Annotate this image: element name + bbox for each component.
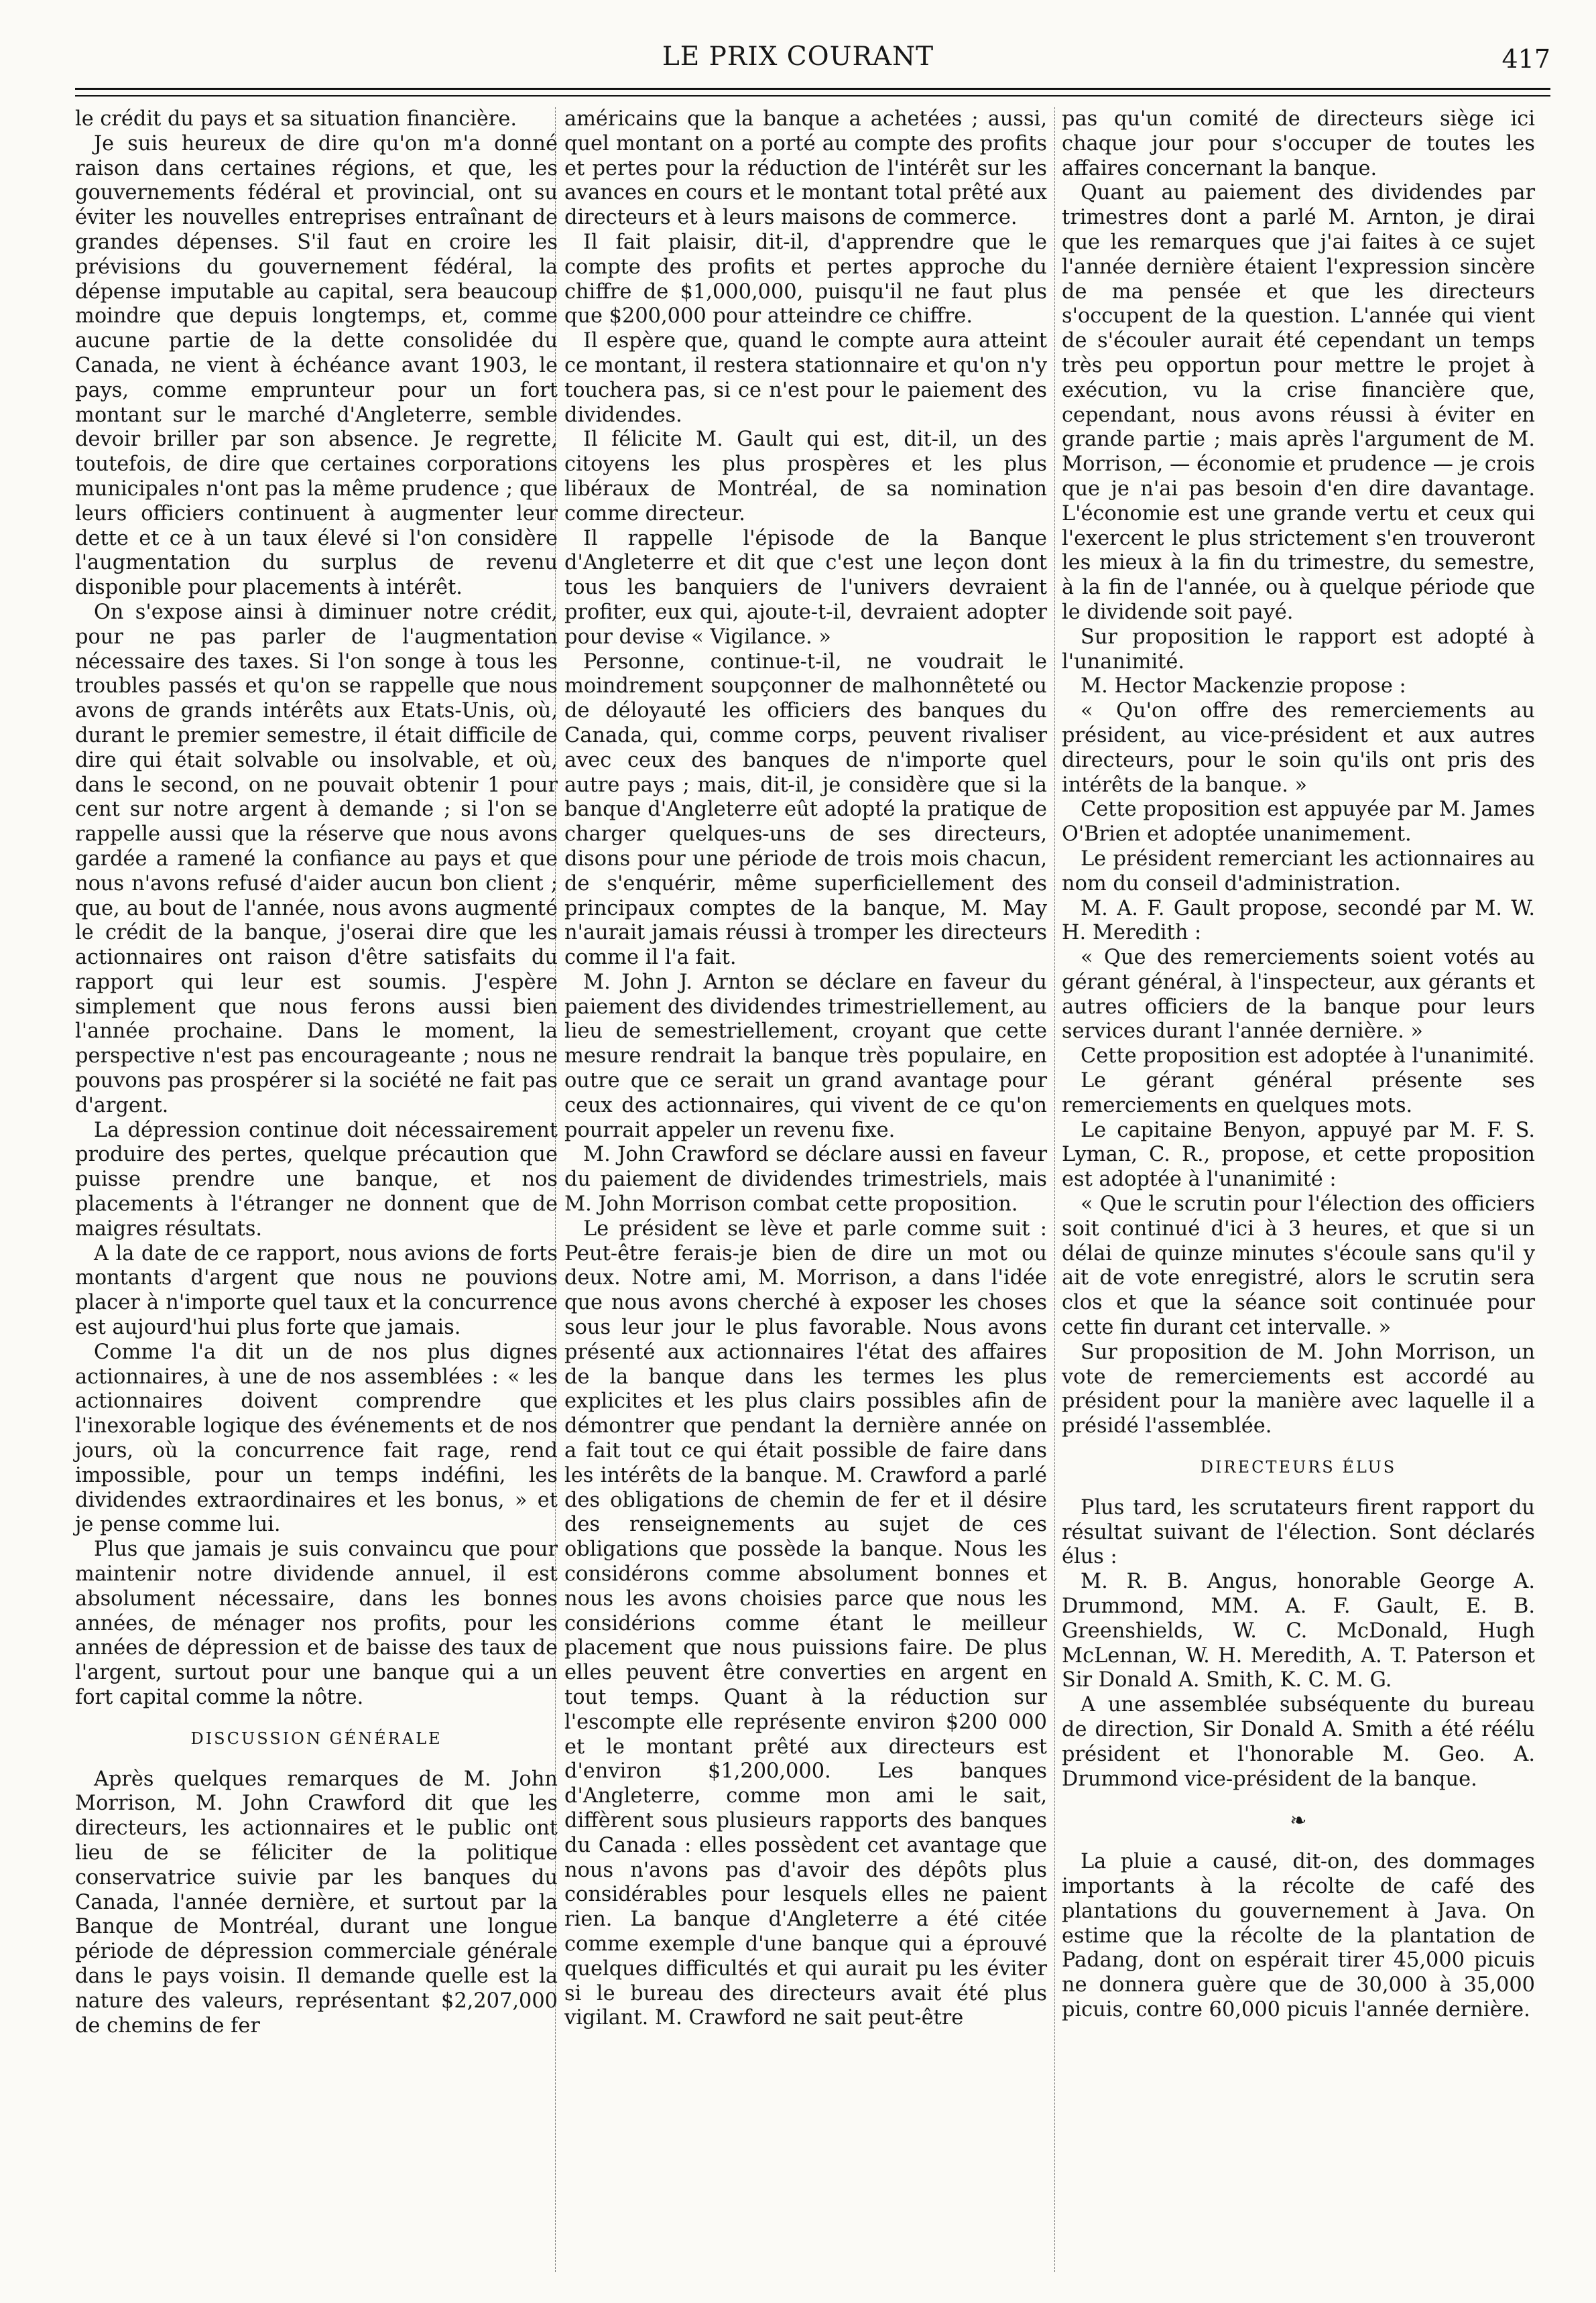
- paragraph: Cette proposition est adoptée à l'unanimité.: [1081, 1044, 1535, 1068]
- paragraph: Comme l'a dit un de nos plus dignes actionnaires, à une de nos assemblées : « les actionnaires doivent comprendre que l'inexorable logique des événements et de nos jours, où la concurrence fait rage, rend impossible, pour un temps indéfini, les dividendes extraordinaires et les bonus, » et je pense comme lui.: [75, 1340, 558, 1537]
- paragraph: A la date de ce rapport, nous avions de forts montants d'argent que nous ne pouvions placer à n'importe quel taux et la concurrence est aujourd'hui plus forte que jamais.: [75, 1241, 558, 1340]
- header-rule: [75, 88, 1550, 90]
- column-left: [75, 107, 558, 2038]
- section-heading: DIRECTEURS ÉLUS: [1200, 1458, 1397, 1477]
- paragraph: Je suis heureux de dire qu'on m'a donné raison dans certaines régions, et que, les gouvernements fédéral et provincial, ont su éviter les nouvelles entreprises entraînant de grandes dépenses. S'il faut en croire les prévisions du gouvernement fédéral, la dépense imputable au capital, sera beaucoup moindre que depuis longtemps, et, comme aucune partie de la dette consolidée du Canada, ne vient à échéance avant 1903, le pays, comme emprunteur pour un fort montant sur le marché d'Angleterre, semble devoir briller par son absence. Je regrette, toutefois, de dire que certaines corporations municipales n'ont pas la même prudence ; que leurs officiers continuent à augmenter leur dette et ce à un taux élevé si l'on considère l'augmentation du surplus de revenu disponible pour placements à intérêt.: [75, 131, 558, 600]
- paragraph: Sur proposition le rapport est adopté à l'unanimité.: [1062, 625, 1535, 674]
- paragraph: Plus que jamais je suis convaincu que pour maintenir notre dividende annuel, il est absolument nécessaire, dans les bonnes années, de ménager nos profits, pour les années de dépression et de baisse des taux de l'argent, surtout pour une banque qui a un fort capital comme la nôtre.: [75, 1538, 558, 1709]
- paragraph: Il rappelle l'épisode de la Banque d'Angleterre et dit que c'est une leçon dont tous les banquiers de l'univers devraient profiter, eux qui, ajoute-t-il, devraient adopter pour devise « Vigilance. »: [564, 526, 1047, 649]
- paragraph: Il félicite M. Gault qui est, dit-il, un des citoyens les plus prospères et les plus libéraux de Montréal, de sa nomination comme directeur.: [564, 428, 1047, 525]
- paragraph: Le gérant général présente ses remerciements en quelques mots.: [1062, 1069, 1535, 1117]
- column-middle: [564, 107, 1047, 2031]
- paragraph: M. John Crawford se déclare aussi en faveur du paiement de dividendes trimestriels, mais M. John Morrison combat cette proposition.: [564, 1143, 1047, 1217]
- ornament-icon: ❧: [1290, 1809, 1307, 1833]
- journal-title: LE PRIX COURANT: [662, 42, 934, 72]
- paragraph: Le président se lève et parle comme suit : Peut-être ferais-je bien de dire un mot ou deux. Notre ami, M. Morrison, a dans l'idée que nous avons cherché à exposer les choses sous leur jour le plus favorable. Nous avons présenté aux actionnaires l'état des affaires de la banque dans les termes les plus explicites et les plus clairs possibles afin de démontrer que pendant la dernière année on a fait tout ce qui était possible de faire dans les intérêts de la banque. M. Crawford a parlé des obligations de chemin de fer et il désire des renseignements au sujet de ces obligations que possède la banque. Nous les considérons comme absolument bonnes et nous les avons choisies parce que nous les considérions comme étant le meilleur placement que nous puissions faire. De plus elles peuvent être converties en argent en tout temps. Quant à la réduction sur l'escompte elle représente environ $200 000 et le montant prêté aux directeurs est d'environ $1,200,000. Les banques d'Angleterre, comme mon ami le sait, diffèrent sous plusieurs rapports des banques du Canada : elles possèdent cet avantage que nous n'avons pas d'avoir des dépôts plus considérables pour lesquels elles ne paient rien. La banque d'Angleterre a été citée comme exemple d'une banque qui a éprouvé quelques difficultés et qui aurait pu les éviter si le bureau des directeurs avait été plus vigilant. M. Crawford ne sait peut-être: [564, 1217, 1047, 2030]
- paragraph: « Qu'on offre des remerciements au président, au vice-président et aux autres directeurs, pour le soin qu'ils ont pris des intérêts de la banque. »: [1062, 699, 1535, 797]
- paragraph: « Que le scrutin pour l'élection des officiers soit continué d'ici à 3 heures, et que si un délai de quinze minutes s'écoule sans qu'il y ait de vote enregistré, alors le scrutin sera clos et que la séance soit continuée pour cette fin durant cet intervalle. »: [1062, 1192, 1535, 1340]
- paragraph: La dépression continue doit nécessairement produire des pertes, quelque précaution que puisse prendre une banque, et nos placements à l'étranger ne donnent que de maigres résultats.: [75, 1118, 558, 1241]
- paragraph: La pluie a causé, dit-on, des dommages importants à la récolte de café des plantations du gouvernement à Java. On estime que la récolte de la plantation de Padang, dont on espérait tirer 45,000 picuis ne donnera guère que de 30,000 à 35,000 picuis, contre 60,000 picuis l'année dernière.: [1062, 1850, 1535, 2021]
- paragraph: M. A. F. Gault propose, secondé par M. W. H. Meredith :: [1062, 896, 1535, 945]
- paragraph: M. R. B. Angus, honorable George A. Drummond, MM. A. F. Gault, E. B. Greenshields, W. C. McDonald, Hugh McLennan, W. H. Meredith, A. T. Paterson et Sir Donald A. Smith, K. C. M. G.: [1062, 1570, 1535, 1692]
- paragraph: « Que des remerciements soient votés au gérant général, à l'inspecteur, aux gérants et autres officiers de la banque pour leurs services durant l'année dernière. »: [1062, 946, 1535, 1044]
- paragraph: Personne, continue-t-il, ne voudrait le moindrement soupçonner de malhonnêteté ou de déloyauté les officiers des banques du Canada, qui, comme corps, peuvent rivaliser avec ceux des banques de n'importe quel autre pays ; mais, dit-il, je considère que si la banque d'Angleterre eût adopté la pratique de charger quelques-uns de ses directeurs, disons pour une période de trois mois chacun, de s'enquérir, même superficiellement des principaux comptes de la banque, M. May n'aurait jamais réussi à tromper les directeurs comme il l'a fait.: [564, 649, 1047, 970]
- paragraph: Cette proposition est appuyée par M. James O'Brien et adoptée unanimement.: [1062, 798, 1535, 847]
- paragraph: américains que la banque a achetées ; aussi, quel montant on a porté au compte des profits et pertes pour la réduction de l'intérêt sur les avances en cours et le montant total prêté aux directeurs et à leurs maisons de commerce.: [564, 107, 1047, 230]
- paragraph: Il espère que, quand le compte aura atteint ce montant, il restera stationnaire et qu'on n'y touchera pas, si ce n'est pour le paiement des dividendes.: [564, 329, 1047, 427]
- column-right: [1062, 107, 1535, 2023]
- paragraph: Il fait plaisir, dit-il, d'apprendre que le compte des profits et pertes approche du chiffre de $1,000,000, puisqu'il ne faut plus que $200,000 pour atteindre ce chiffre.: [564, 230, 1047, 328]
- paragraph: pas qu'un comité de directeurs siège ici chaque jour pour s'occuper de toutes les affaires concernant la banque.: [1062, 107, 1535, 180]
- paragraph: Après quelques remarques de M. John Morrison, M. John Crawford dit que les directeurs, les actionnaires et le public ont lieu de se féliciter de la politique conservatrice suivie par les banques du Canada, l'année dernière, et surtout par la Banque de Montréal, durant une longue période de dépression commerciale générale dans le pays voisin. Il demande quelle est la nature des valeurs, représentant $2,207,000 de chemins de fer: [75, 1767, 558, 2038]
- paragraph: Plus tard, les scrutateurs firent rapport du résultat suivant de l'élection. Sont déclarés élus :: [1062, 1495, 1535, 1569]
- page-number: 417: [1501, 44, 1550, 74]
- paragraph: Le président remerciant les actionnaires au nom du conseil d'administration.: [1062, 847, 1535, 895]
- paragraph: le crédit du pays et sa situation financière.: [75, 107, 517, 131]
- page-header: [0, 42, 1596, 82]
- paragraph: M. Hector Mackenzie propose :: [1081, 674, 1406, 698]
- paragraph: A une assemblée subséquente du bureau de direction, Sir Donald A. Smith a été réélu président et l'honorable M. Geo. A. Drummond vice-président de la banque.: [1062, 1693, 1535, 1791]
- section-heading: DISCUSSION GÉNÉRALE: [190, 1729, 442, 1748]
- paragraph: M. John J. Arnton se déclare en faveur du paiement des dividendes trimestriellement, au lieu de semestriellement, croyant que cette mesure rendrait la banque très populaire, en outre que ce serait un grand avantage pour ceux des actionnaires, qui vivent de ce qu'on pourrait appeler un revenu fixe.: [564, 970, 1047, 1142]
- paragraph: Quant au paiement des dividendes par trimestres dont a parlé M. Arnton, je dirai que les remarques que j'ai faites à ce sujet l'année dernière étaient l'expression sincère de ma pensée et que les directeurs s'occupent de la question. L'année qui vient de s'écouler aurait été cependant un temps très peu opportun pour mettre le projet à exécution, vu la crise financière que, cependant, nous avons réussi à éviter en grande partie ; mais après l'argument de M. Morrison, — économie et prudence — je crois que je n'ai pas besoin d'en dire davantage. L'économie est une grande vertu et ceux qui l'exercent le plus strictement s'en trouveront les mieux à la fin du trimestre, du semestre, à la fin de l'année, ou à quelque période que le dividende soit payé.: [1062, 181, 1535, 624]
- paragraph: Le capitaine Benyon, appuyé par M. F. S. Lyman, C. R., propose, et cette proposition est adoptée à l'unanimité :: [1062, 1118, 1535, 1192]
- header-rule-secondary: [75, 95, 1550, 97]
- column-divider: [1054, 107, 1055, 2272]
- paragraph: Sur proposition de M. John Morrison, un vote de remerciements est accordé au président pour la manière avec laquelle il a présidé l'assemblée.: [1062, 1340, 1535, 1438]
- paragraph: On s'expose ainsi à diminuer notre crédit, pour ne pas parler de l'augmentation nécessaire des taxes. Si l'on songe à tous les troubles passés et qu'on se rappelle que nous avons de grands intérêts aux Etats-Unis, où, durant le premier semestre, il était difficile de dire qui était solvable ou insolvable, et où, dans le second, on ne pouvait obtenir 1 pour cent sur notre argent à demande ; si l'on se rappelle aussi que la réserve que nous avons gardée a ramené la confiance au pays et que nous n'avons refusé d'aider aucun bon client ; que, au bout de l'année, nous avons augmenté le crédit de la banque, j'oserai dire que les actionnaires ont raison d'être satisfaits du rapport qui leur est soumis. J'espère simplement que nous ferons aussi bien l'année prochaine. Dans le moment, la perspective n'est pas encourageante ; nous ne pouvons pas prospérer si la société ne fait pas d'argent.: [75, 600, 558, 1117]
